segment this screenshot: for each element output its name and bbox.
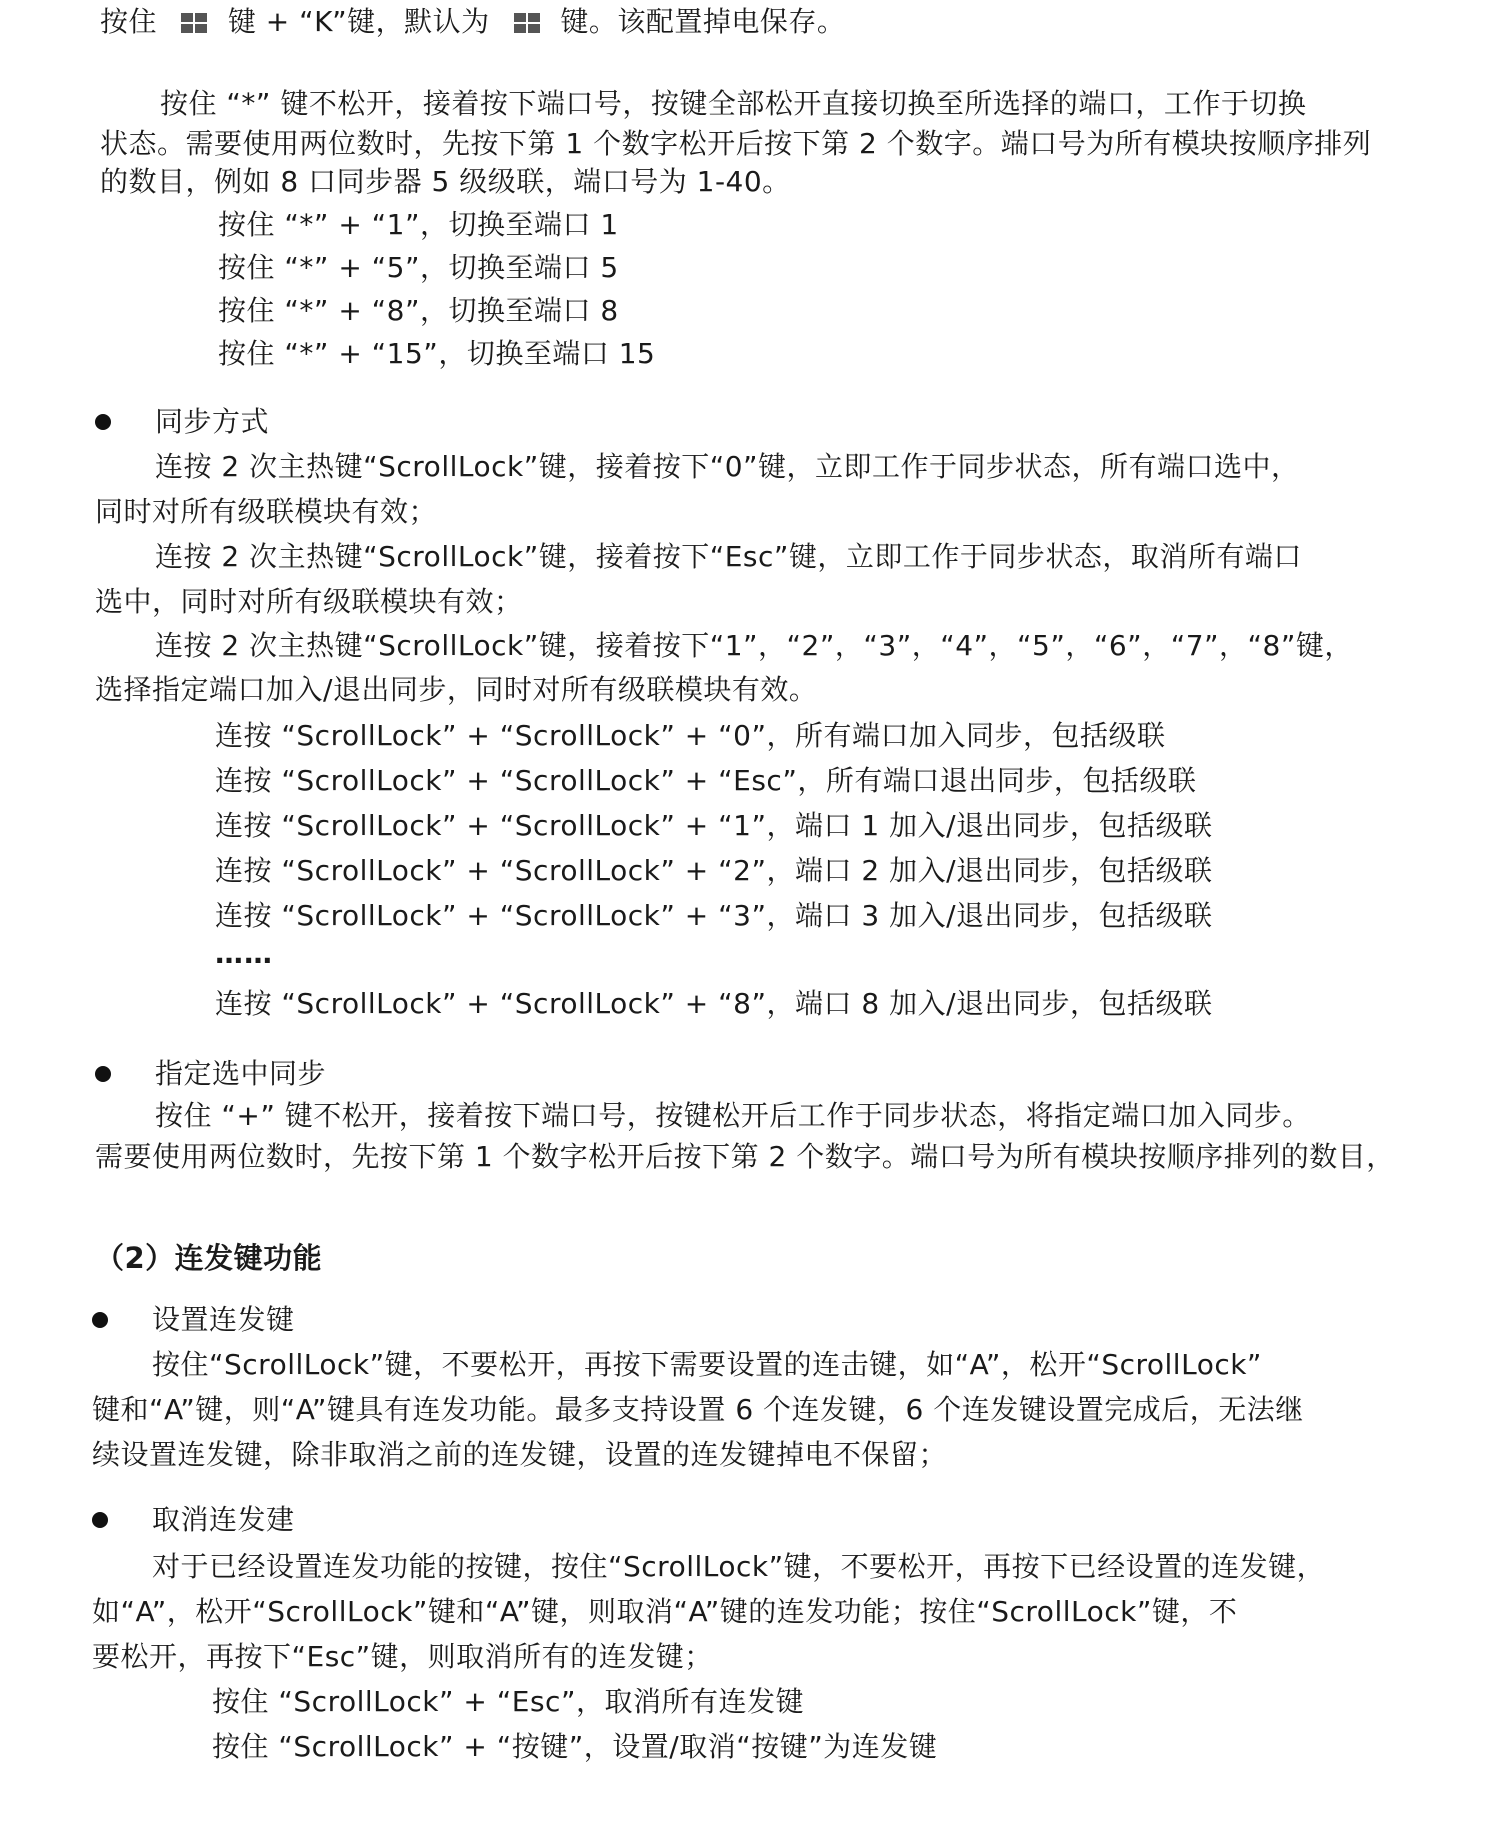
- sync-para-4: 选中，同时对所有级联模块有效；: [95, 585, 523, 618]
- intro-top-line: [100, 2, 845, 42]
- bullet-sync-mode: [95, 414, 111, 430]
- sync-example-4: 连按 “ScrollLock” + “ScrollLock” + “2”，端口 2 加入/退出同步，包括级联: [215, 854, 1213, 887]
- sync-para-5: 连按 2 次主热键“ScrollLock”键，接着按下“1”，“2”，“3”，“4”，“5”，“6”，“7”，“8”键，: [155, 629, 1353, 662]
- sync-example-1: 连按 “ScrollLock” + “ScrollLock” + “0”，所有端口加入同步，包括级联: [215, 719, 1166, 752]
- repeat-example-1: 按住 “ScrollLock” + “Esc”，取消所有连发键: [212, 1685, 804, 1718]
- cancel-repeat-para-2: 如“A”，松开“ScrollLock”键和“A”键，则取消“A”键的连发功能；按住“ScrollLock”键，不: [92, 1595, 1238, 1628]
- sync-example-3: 连按 “ScrollLock” + “ScrollLock” + “1”，端口 1 加入/退出同步，包括级联: [215, 809, 1213, 842]
- repeat-example-2: 按住 “ScrollLock” + “按键”，设置/取消“按键”为连发键: [212, 1730, 938, 1763]
- star-example-2: 按住 “*” + “5”，切换至端口 5: [218, 251, 619, 284]
- star-example-1: 按住 “*” + “1”，切换至端口 1: [218, 208, 619, 241]
- star-para-line-3: 的数目，例如 8 口同步器 5 级级联，端口号为 1-40。: [100, 165, 791, 198]
- bullet-cancel-repeat: [92, 1512, 108, 1528]
- sync-example-last: 连按 “ScrollLock” + “ScrollLock” + “8”，端口 8 加入/退出同步，包括级联: [215, 987, 1213, 1020]
- sync-para-6: 选择指定端口加入/退出同步，同时对所有级联模块有效。: [95, 673, 818, 706]
- intro-top-text-b: 键 + “K”键，默认为: [227, 5, 490, 38]
- intro-top-text-a: 按住: [100, 5, 158, 38]
- set-repeat-para-3: 续设置连发键，除非取消之前的连发键，设置的连发键掉电不保留；: [92, 1438, 948, 1471]
- cancel-repeat-para-1: 对于已经设置连发功能的按键，按住“ScrollLock”键，不要松开，再按下已经设置的连发键，: [152, 1550, 1326, 1583]
- set-repeat-heading: 设置连发键: [152, 1303, 295, 1336]
- intro-top-text-c: 键。该配置掉电保存。: [560, 5, 846, 38]
- select-sync-para-1: 按住 “+” 键不松开，接着按下端口号，按键松开后工作于同步状态，将指定端口加入同步。: [155, 1099, 1311, 1132]
- sync-para-1: 连按 2 次主热键“ScrollLock”键，接着按下“0”键，立即工作于同步状态，所有端口选中，: [155, 450, 1300, 483]
- windows-key-icon-2: [513, 12, 541, 34]
- select-sync-heading: 指定选中同步: [155, 1057, 327, 1090]
- sync-para-3: 连按 2 次主热键“ScrollLock”键，接着按下“Esc”键，立即工作于同步状态，取消所有端口: [155, 540, 1302, 573]
- bullet-set-repeat: [92, 1312, 108, 1328]
- star-example-4: 按住 “*” + “15”，切换至端口 15: [218, 337, 656, 370]
- sync-example-2: 连按 “ScrollLock” + “ScrollLock” + “Esc”，所有端口退出同步，包括级联: [215, 764, 1197, 797]
- sync-example-5: 连按 “ScrollLock” + “ScrollLock” + “3”，端口 3 加入/退出同步，包括级联: [215, 899, 1213, 932]
- bullet-select-sync: [95, 1066, 111, 1082]
- cancel-repeat-para-3: 要松开，再按下“Esc”键，则取消所有的连发键；: [92, 1640, 713, 1673]
- windows-key-icon: [180, 12, 208, 34]
- star-para-line-1: 按住 “*” 键不松开，接着按下端口号，按键全部松开直接切换至所选择的端口，工作于切换: [160, 87, 1307, 120]
- select-sync-para-2: 需要使用两位数时，先按下第 1 个数字松开后按下第 2 个数字。端口号为所有模块按顺序排列的数目，: [95, 1140, 1395, 1173]
- set-repeat-para-1: 按住“ScrollLock”键，不要松开，再按下需要设置的连击键，如“A”，松开“ScrollLock”: [152, 1348, 1262, 1381]
- set-repeat-para-2: 键和“A”键，则“A”键具有连发功能。最多支持设置 6 个连发键，6 个连发键设置完成后，无法继: [92, 1393, 1304, 1426]
- star-para-line-2: 状态。需要使用两位数时，先按下第 1 个数字松开后按下第 2 个数字。端口号为所有模块按顺序排列: [100, 127, 1372, 160]
- sync-mode-heading: 同步方式: [155, 405, 270, 438]
- star-example-3: 按住 “*” + “8”，切换至端口 8: [218, 294, 619, 327]
- sync-para-2: 同时对所有级联模块有效；: [95, 495, 438, 528]
- repeat-key-section-title: （2）连发键功能: [95, 1241, 323, 1275]
- sync-ellipsis: ……: [215, 937, 273, 970]
- cancel-repeat-heading: 取消连发建: [152, 1503, 295, 1536]
